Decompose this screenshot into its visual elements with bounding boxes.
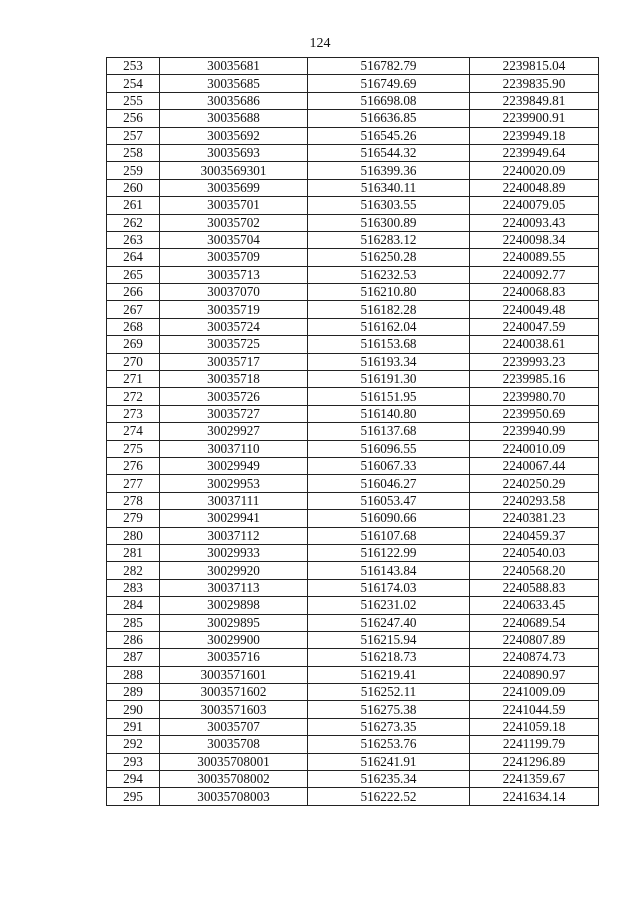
point-id-cell: 30035693	[160, 144, 308, 161]
x-coordinate-cell: 516399.36	[308, 162, 470, 179]
x-coordinate-cell: 516215.94	[308, 631, 470, 648]
coordinates-table	[106, 57, 599, 806]
x-coordinate-cell: 516174.03	[308, 579, 470, 596]
point-id-cell: 3003571601	[160, 666, 308, 683]
table-row	[107, 92, 599, 109]
table-row	[107, 440, 599, 457]
y-coordinate-cell: 2241296.89	[470, 753, 599, 770]
table-row	[107, 701, 599, 718]
x-coordinate-cell: 516253.76	[308, 736, 470, 753]
x-coordinate-cell: 516283.12	[308, 231, 470, 248]
table-row	[107, 492, 599, 509]
y-coordinate-cell: 2240381.23	[470, 510, 599, 527]
x-coordinate-cell: 516545.26	[308, 127, 470, 144]
y-coordinate-cell: 2241044.59	[470, 701, 599, 718]
x-coordinate-cell: 516143.84	[308, 562, 470, 579]
table-row	[107, 771, 599, 788]
table-row	[107, 75, 599, 92]
row-number-cell: 262	[107, 214, 160, 231]
row-number-cell: 273	[107, 405, 160, 422]
table-row	[107, 457, 599, 474]
point-id-cell: 30035719	[160, 301, 308, 318]
table-row	[107, 249, 599, 266]
table-row	[107, 788, 599, 805]
point-id-cell: 30029920	[160, 562, 308, 579]
table-row	[107, 371, 599, 388]
row-number-cell: 295	[107, 788, 160, 805]
row-number-cell: 255	[107, 92, 160, 109]
row-number-cell: 264	[107, 249, 160, 266]
table-row	[107, 58, 599, 75]
table-row	[107, 162, 599, 179]
y-coordinate-cell: 2240068.83	[470, 284, 599, 301]
row-number-cell: 291	[107, 718, 160, 735]
point-id-cell: 30035725	[160, 336, 308, 353]
table-row	[107, 753, 599, 770]
table-row	[107, 510, 599, 527]
table-row	[107, 614, 599, 631]
table-row	[107, 110, 599, 127]
row-number-cell: 258	[107, 144, 160, 161]
y-coordinate-cell: 2240020.09	[470, 162, 599, 179]
row-number-cell: 276	[107, 457, 160, 474]
point-id-cell: 30037112	[160, 527, 308, 544]
table-row	[107, 544, 599, 561]
table-row	[107, 562, 599, 579]
point-id-cell: 30029898	[160, 597, 308, 614]
x-coordinate-cell: 516153.68	[308, 336, 470, 353]
x-coordinate-cell: 516232.53	[308, 266, 470, 283]
x-coordinate-cell: 516193.34	[308, 353, 470, 370]
y-coordinate-cell: 2240459.37	[470, 527, 599, 544]
row-number-cell: 282	[107, 562, 160, 579]
point-id-cell: 30035717	[160, 353, 308, 370]
row-number-cell: 268	[107, 318, 160, 335]
y-coordinate-cell: 2240049.48	[470, 301, 599, 318]
x-coordinate-cell: 516096.55	[308, 440, 470, 457]
row-number-cell: 293	[107, 753, 160, 770]
table-row	[107, 405, 599, 422]
row-number-cell: 261	[107, 197, 160, 214]
point-id-cell: 30035686	[160, 92, 308, 109]
point-id-cell: 30035708001	[160, 753, 308, 770]
row-number-cell: 260	[107, 179, 160, 196]
row-number-cell: 283	[107, 579, 160, 596]
y-coordinate-cell: 2240633.45	[470, 597, 599, 614]
row-number-cell: 289	[107, 684, 160, 701]
row-number-cell: 257	[107, 127, 160, 144]
table-row	[107, 336, 599, 353]
y-coordinate-cell: 2240093.43	[470, 214, 599, 231]
point-id-cell: 3003571602	[160, 684, 308, 701]
y-coordinate-cell: 2239940.99	[470, 423, 599, 440]
x-coordinate-cell: 516241.91	[308, 753, 470, 770]
row-number-cell: 269	[107, 336, 160, 353]
row-number-cell: 266	[107, 284, 160, 301]
table-row	[107, 579, 599, 596]
y-coordinate-cell: 2240540.03	[470, 544, 599, 561]
table-row	[107, 127, 599, 144]
row-number-cell: 288	[107, 666, 160, 683]
y-coordinate-cell: 2241199.79	[470, 736, 599, 753]
table-row	[107, 718, 599, 735]
y-coordinate-cell: 2240588.83	[470, 579, 599, 596]
table-row	[107, 388, 599, 405]
x-coordinate-cell: 516273.35	[308, 718, 470, 735]
y-coordinate-cell: 2240890.97	[470, 666, 599, 683]
table-row	[107, 197, 599, 214]
point-id-cell: 30035708002	[160, 771, 308, 788]
row-number-cell: 280	[107, 527, 160, 544]
y-coordinate-cell: 2239993.23	[470, 353, 599, 370]
row-number-cell: 270	[107, 353, 160, 370]
point-id-cell: 30035713	[160, 266, 308, 283]
y-coordinate-cell: 2240047.59	[470, 318, 599, 335]
x-coordinate-cell: 516067.33	[308, 457, 470, 474]
y-coordinate-cell: 2240089.55	[470, 249, 599, 266]
row-number-cell: 284	[107, 597, 160, 614]
row-number-cell: 267	[107, 301, 160, 318]
y-coordinate-cell: 2240568.20	[470, 562, 599, 579]
point-id-cell: 30035727	[160, 405, 308, 422]
x-coordinate-cell: 516140.80	[308, 405, 470, 422]
table-row	[107, 597, 599, 614]
x-coordinate-cell: 516247.40	[308, 614, 470, 631]
x-coordinate-cell: 516107.68	[308, 527, 470, 544]
x-coordinate-cell: 516219.41	[308, 666, 470, 683]
x-coordinate-cell: 516235.34	[308, 771, 470, 788]
table-row	[107, 353, 599, 370]
y-coordinate-cell: 2240293.58	[470, 492, 599, 509]
row-number-cell: 275	[107, 440, 160, 457]
y-coordinate-cell: 2240250.29	[470, 475, 599, 492]
x-coordinate-cell: 516162.04	[308, 318, 470, 335]
point-id-cell: 30035701	[160, 197, 308, 214]
point-id-cell: 30035704	[160, 231, 308, 248]
table-row	[107, 179, 599, 196]
table-row	[107, 649, 599, 666]
x-coordinate-cell: 516303.55	[308, 197, 470, 214]
table-row	[107, 318, 599, 335]
y-coordinate-cell: 2240092.77	[470, 266, 599, 283]
table-row	[107, 631, 599, 648]
point-id-cell: 30035724	[160, 318, 308, 335]
table-row	[107, 684, 599, 701]
point-id-cell: 30035708	[160, 736, 308, 753]
x-coordinate-cell: 516300.89	[308, 214, 470, 231]
row-number-cell: 272	[107, 388, 160, 405]
row-number-cell: 294	[107, 771, 160, 788]
point-id-cell: 30035708003	[160, 788, 308, 805]
y-coordinate-cell: 2239835.90	[470, 75, 599, 92]
y-coordinate-cell: 2240098.34	[470, 231, 599, 248]
point-id-cell: 30037070	[160, 284, 308, 301]
point-id-cell: 30035726	[160, 388, 308, 405]
y-coordinate-cell: 2240079.05	[470, 197, 599, 214]
row-number-cell: 292	[107, 736, 160, 753]
row-number-cell: 290	[107, 701, 160, 718]
x-coordinate-cell: 516250.28	[308, 249, 470, 266]
row-number-cell: 253	[107, 58, 160, 75]
x-coordinate-cell: 516231.02	[308, 597, 470, 614]
x-coordinate-cell: 516222.52	[308, 788, 470, 805]
x-coordinate-cell: 516749.69	[308, 75, 470, 92]
row-number-cell: 286	[107, 631, 160, 648]
row-number-cell: 263	[107, 231, 160, 248]
coordinates-table-body	[107, 58, 599, 806]
point-id-cell: 30035699	[160, 179, 308, 196]
x-coordinate-cell: 516191.30	[308, 371, 470, 388]
y-coordinate-cell: 2239950.69	[470, 405, 599, 422]
row-number-cell: 254	[107, 75, 160, 92]
table-row	[107, 423, 599, 440]
row-number-cell: 287	[107, 649, 160, 666]
x-coordinate-cell: 516046.27	[308, 475, 470, 492]
row-number-cell: 265	[107, 266, 160, 283]
row-number-cell: 256	[107, 110, 160, 127]
point-id-cell: 30035681	[160, 58, 308, 75]
row-number-cell: 279	[107, 510, 160, 527]
y-coordinate-cell: 2241059.18	[470, 718, 599, 735]
point-id-cell: 30035692	[160, 127, 308, 144]
table-row	[107, 266, 599, 283]
y-coordinate-cell: 2239985.16	[470, 371, 599, 388]
point-id-cell: 30037111	[160, 492, 308, 509]
y-coordinate-cell: 2241359.67	[470, 771, 599, 788]
table-row	[107, 214, 599, 231]
point-id-cell: 30035709	[160, 249, 308, 266]
row-number-cell: 285	[107, 614, 160, 631]
x-coordinate-cell: 516122.99	[308, 544, 470, 561]
point-id-cell: 30029949	[160, 457, 308, 474]
x-coordinate-cell: 516782.79	[308, 58, 470, 75]
row-number-cell: 259	[107, 162, 160, 179]
table-row	[107, 666, 599, 683]
point-id-cell: 30029941	[160, 510, 308, 527]
x-coordinate-cell: 516544.32	[308, 144, 470, 161]
table-row	[107, 144, 599, 161]
point-id-cell: 3003571603	[160, 701, 308, 718]
x-coordinate-cell: 516090.66	[308, 510, 470, 527]
y-coordinate-cell: 2241634.14	[470, 788, 599, 805]
point-id-cell: 30035716	[160, 649, 308, 666]
table-row	[107, 475, 599, 492]
point-id-cell: 30035685	[160, 75, 308, 92]
point-id-cell: 30037113	[160, 579, 308, 596]
table-row	[107, 231, 599, 248]
table-row	[107, 736, 599, 753]
y-coordinate-cell: 2240689.54	[470, 614, 599, 631]
point-id-cell: 30029933	[160, 544, 308, 561]
table-row	[107, 284, 599, 301]
y-coordinate-cell: 2240807.89	[470, 631, 599, 648]
x-coordinate-cell: 516636.85	[308, 110, 470, 127]
x-coordinate-cell: 516182.28	[308, 301, 470, 318]
x-coordinate-cell: 516053.47	[308, 492, 470, 509]
y-coordinate-cell: 2239980.70	[470, 388, 599, 405]
table-row	[107, 301, 599, 318]
y-coordinate-cell: 2239900.91	[470, 110, 599, 127]
row-number-cell: 271	[107, 371, 160, 388]
y-coordinate-cell: 2240067.44	[470, 457, 599, 474]
point-id-cell: 30029927	[160, 423, 308, 440]
x-coordinate-cell: 516218.73	[308, 649, 470, 666]
page-number: 124	[309, 36, 331, 51]
y-coordinate-cell: 2240038.61	[470, 336, 599, 353]
table-row	[107, 527, 599, 544]
y-coordinate-cell: 2240010.09	[470, 440, 599, 457]
point-id-cell: 30035707	[160, 718, 308, 735]
point-id-cell: 30035718	[160, 371, 308, 388]
y-coordinate-cell: 2239849.81	[470, 92, 599, 109]
x-coordinate-cell: 516275.38	[308, 701, 470, 718]
y-coordinate-cell: 2239949.64	[470, 144, 599, 161]
y-coordinate-cell: 2239815.04	[470, 58, 599, 75]
x-coordinate-cell: 516151.95	[308, 388, 470, 405]
y-coordinate-cell: 2241009.09	[470, 684, 599, 701]
y-coordinate-cell: 2240874.73	[470, 649, 599, 666]
x-coordinate-cell: 516137.68	[308, 423, 470, 440]
point-id-cell: 30035702	[160, 214, 308, 231]
y-coordinate-cell: 2239949.18	[470, 127, 599, 144]
x-coordinate-cell: 516698.08	[308, 92, 470, 109]
point-id-cell: 30037110	[160, 440, 308, 457]
row-number-cell: 278	[107, 492, 160, 509]
point-id-cell: 30035688	[160, 110, 308, 127]
row-number-cell: 281	[107, 544, 160, 561]
x-coordinate-cell: 516340.11	[308, 179, 470, 196]
point-id-cell: 30029895	[160, 614, 308, 631]
row-number-cell: 274	[107, 423, 160, 440]
point-id-cell: 30029900	[160, 631, 308, 648]
x-coordinate-cell: 516210.80	[308, 284, 470, 301]
y-coordinate-cell: 2240048.89	[470, 179, 599, 196]
point-id-cell: 30029953	[160, 475, 308, 492]
x-coordinate-cell: 516252.11	[308, 684, 470, 701]
point-id-cell: 3003569301	[160, 162, 308, 179]
row-number-cell: 277	[107, 475, 160, 492]
